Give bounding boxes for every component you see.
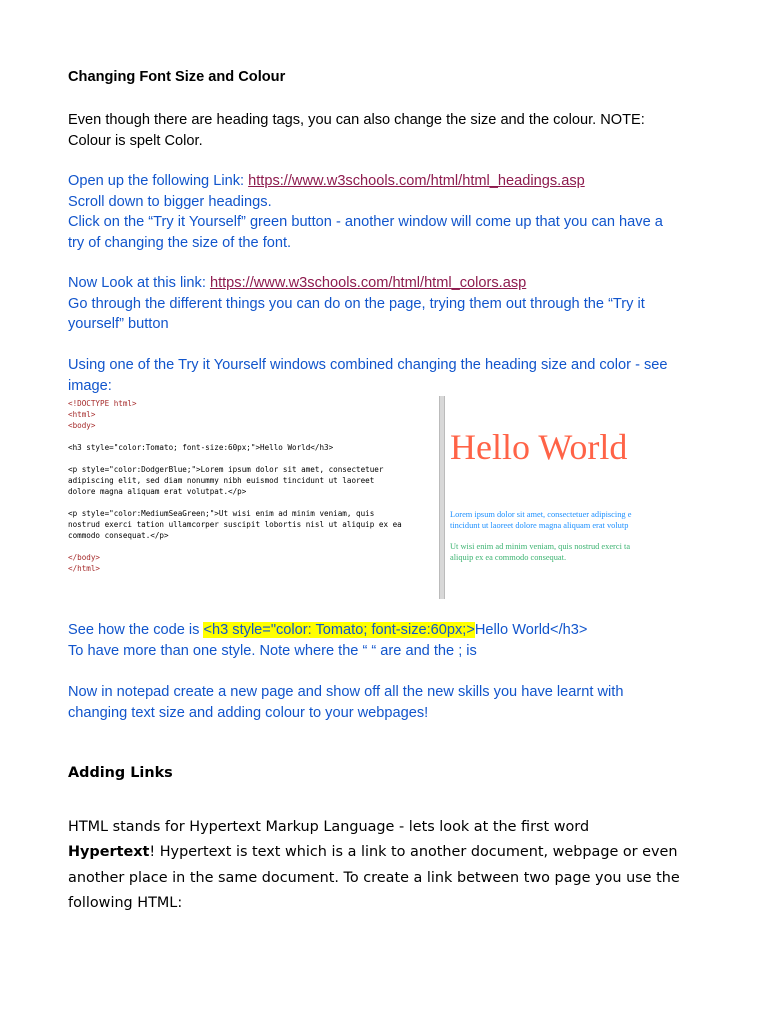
- look-link-prefix: Now Look at this link:: [68, 275, 210, 291]
- hypertext-suffix: ! Hypertext is text which is a link to another document, webpage or even another place in the same document. To create a link between two page you use the following HTML:: [68, 844, 680, 911]
- look-link-line: [68, 273, 680, 294]
- section-heading-adding-links: Adding Links: [68, 765, 173, 781]
- see-code-line: [68, 620, 680, 641]
- notepad-line: Now in notepad create a new page and show off all the new skills you have learnt with changing text size and adding colour to your webpages!: [68, 684, 624, 721]
- pane-divider: [439, 396, 445, 599]
- code-line: dolore magna aliquam erat volutpat.</p>: [68, 487, 247, 496]
- instructions-block-1: [68, 171, 680, 253]
- code-line: commodo consequat.</p>: [68, 531, 169, 540]
- code-line: [68, 541, 438, 552]
- using-line: Using one of the Try it Yourself windows combined changing the heading size and color - see image:: [68, 357, 668, 394]
- open-link-prefix: Open up the following Link:: [68, 173, 249, 189]
- code-line: <html>: [68, 410, 96, 419]
- green-line-2: aliquip ex ea commodo consequat.: [450, 553, 567, 562]
- code-line: [68, 431, 438, 442]
- code-highlight: <h3 style="color: Tomato; font-size:60px;>: [203, 622, 475, 638]
- see-code-suffix: Hello World</h3>: [474, 622, 588, 638]
- code-line: <p style="color:DodgerBlue;">Lorem ipsum dolor sit amet, consectetuer: [68, 465, 384, 474]
- go-through-line: Go through the different things you can do on the page, trying them out through the “Try it yourself” button: [68, 295, 645, 332]
- code-line: <p style="color:MediumSeaGreen;">Ut wisi enim ad minim veniam, quis: [68, 509, 375, 518]
- open-link-line: [68, 171, 680, 192]
- blue-line-1: Lorem ipsum dolor sit amet, consectetuer adipiscing e: [450, 510, 632, 519]
- code-line: <body>: [68, 421, 96, 430]
- code-pane: [68, 398, 438, 574]
- code-line: </html>: [68, 564, 101, 573]
- more-style-line: To have more than one style. Note where the “ “ are and the ; is: [68, 642, 477, 659]
- scroll-line: Scroll down to bigger headings.: [68, 193, 272, 210]
- result-pane: [450, 396, 656, 599]
- code-line: adipiscing elit, sed diam nonummy nibh euismod tincidunt ut laoreet: [68, 476, 375, 485]
- code-line: <!DOCTYPE html>: [68, 399, 137, 408]
- code-line: [68, 453, 438, 464]
- green-paragraph: [450, 541, 630, 563]
- colors-link[interactable]: https://www.w3schools.com/html/html_colors.asp: [209, 275, 527, 291]
- code-line: nostrud exerci tation ullamcorper suscipit lobortis nisl ut aliquip ex ea: [68, 520, 402, 529]
- code-line: </body>: [68, 553, 101, 562]
- hypertext-paragraph: [68, 815, 680, 916]
- green-line-1: Ut wisi enim ad minim veniam, quis nostrud exerci ta: [450, 542, 631, 551]
- section-heading-font-size: Changing Font Size and Colour: [68, 69, 286, 85]
- see-code-prefix: See how the code is: [68, 622, 204, 638]
- hello-world-heading: Hello World: [450, 427, 628, 467]
- see-code-block: [68, 620, 680, 661]
- instructions-block-2: [68, 273, 680, 335]
- hypertext-prefix: HTML stands for Hypertext Markup Language - lets look at the first word: [68, 819, 590, 835]
- headings-link[interactable]: https://www.w3schools.com/html/html_headings.asp: [248, 173, 585, 189]
- code-line: [68, 497, 438, 508]
- intro-paragraph: Even though there are heading tags, you can also change the size and the colour. NOTE: Colour is spelt Color.: [68, 112, 645, 149]
- click-line: Click on the “Try it Yourself” green button - another window will come up that you can have a try of changing the size of the font.: [68, 214, 663, 251]
- blue-paragraph: [450, 509, 631, 531]
- example-screenshot: [68, 396, 656, 599]
- hypertext-bold: Hypertext: [68, 844, 150, 861]
- blue-line-2: tincidunt ut laoreet dolore magna aliquam erat volutp: [450, 521, 629, 530]
- code-line: <h3 style="color:Tomato; font-size:60px;">Hello World</h3>: [68, 443, 334, 452]
